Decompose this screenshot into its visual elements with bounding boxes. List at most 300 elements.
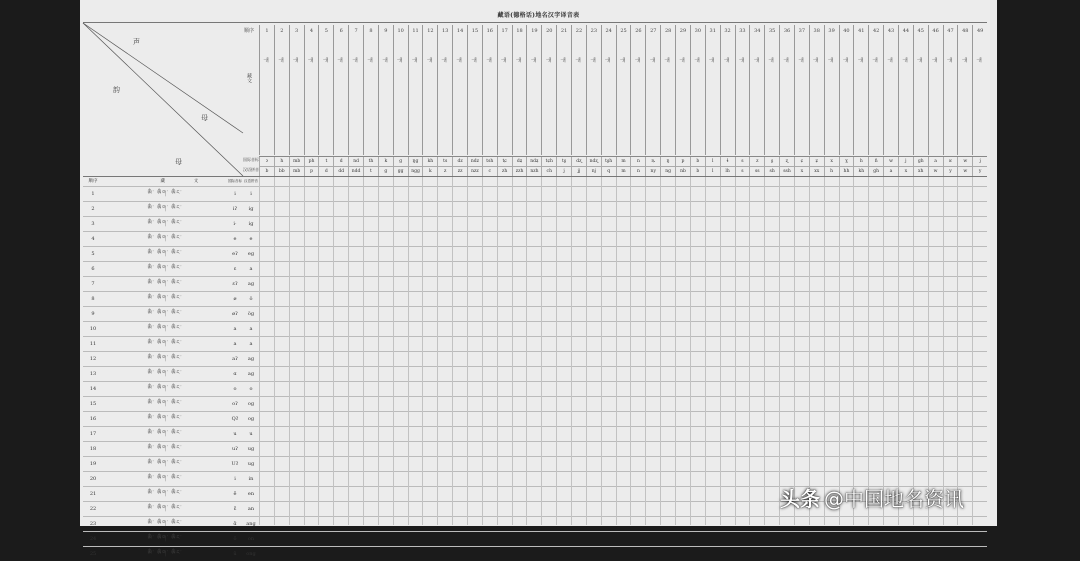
column-tibetan-script: ཀ་བ་	[829, 57, 835, 63]
ipa-cell: nd	[348, 157, 363, 166]
column-header-cell	[705, 25, 720, 155]
row-tibetan-script: ཨི་ ཨིག་ ཨིང་	[147, 190, 183, 196]
ipa-cell: ɦ	[868, 157, 883, 166]
ipa-cell: ŋ	[660, 157, 675, 166]
pinyin-cell: hh	[839, 167, 854, 176]
pinyin-cell: m	[616, 167, 631, 176]
column-header-cell	[720, 25, 735, 155]
row-tibetan-script: ཨི་ ཨིག་ ཨིང་	[147, 235, 183, 241]
row-pinyin: a	[249, 326, 253, 332]
row-number: 3	[91, 221, 95, 227]
ipa-cell: s	[735, 157, 750, 166]
pinyin-cell: x	[794, 167, 809, 176]
column-header-cell	[393, 25, 408, 155]
row-pinyin: a	[249, 341, 253, 347]
row-tibetan-script: ཨི་ ཨིག་ ཨིང་	[147, 280, 183, 286]
column-header-cell	[571, 25, 586, 155]
pinyin-cell: c	[482, 167, 497, 176]
column-number-row	[259, 25, 987, 155]
row-tibetan-script: ཨི་ ཨིག་ ཨིང་	[147, 550, 183, 556]
ipa-cell: j	[898, 157, 913, 166]
column-number: 47	[947, 28, 954, 34]
column-number: 49	[976, 28, 984, 34]
column-header-cell	[378, 25, 393, 155]
pinyin-cell: lh	[720, 167, 735, 176]
column-tibetan-script: ཀ་བ་	[725, 57, 731, 63]
column-tibetan-script: ཀ་བ་	[784, 57, 790, 63]
row-ipa: o	[233, 386, 237, 392]
row-pinyin: og	[247, 401, 255, 407]
ipa-cell: dz	[452, 157, 467, 166]
column-tibetan-script: ཀ་བ་	[309, 57, 314, 63]
header-mu-right-label: 母	[201, 114, 208, 122]
pinyin-cell: bb	[274, 167, 289, 176]
ipa-cell: ts	[437, 157, 452, 166]
column-tibetan-script: ཀ་བ་	[338, 57, 344, 63]
row-ipa: ɛʔ	[232, 281, 238, 287]
row-ipa: øʔ	[232, 311, 238, 317]
column-header-cell	[601, 25, 616, 155]
column-tibetan-script: ཀ་བ་	[383, 57, 389, 63]
row-number: 5	[91, 251, 95, 257]
column-number: 12	[427, 28, 434, 34]
column-number: 33	[739, 28, 746, 34]
pinyin-cell: t	[363, 167, 378, 176]
header-ipa-label: 国际音标	[243, 157, 259, 162]
column-tibetan-script: ཀ་བ་	[457, 57, 463, 63]
header-yun-label: 韵	[113, 86, 120, 94]
header-order-label: 顺序	[244, 28, 255, 34]
row-pinyin: ag	[247, 281, 255, 287]
column-header-cell	[408, 25, 423, 155]
watermark-handle: @中国地名资讯	[824, 486, 964, 511]
row-ipa: u	[233, 431, 237, 437]
document-page	[80, 0, 997, 557]
row-number: 23	[89, 521, 97, 527]
row-ipa: i	[234, 476, 236, 482]
table-row	[83, 201, 987, 216]
row-number: 17	[89, 431, 97, 437]
row-pinyin: en	[247, 491, 255, 497]
column-number: 44	[902, 28, 910, 34]
ipa-cell: l	[705, 157, 720, 166]
column-number: 18	[516, 28, 523, 34]
column-number: 25	[620, 28, 627, 34]
ipa-cell: tʂh	[601, 157, 616, 166]
row-tibetan-script: ཨི་ ཨིག་ ཨིང་	[147, 430, 183, 436]
column-number: 26	[635, 28, 642, 34]
ipa-cell: ɂ	[259, 157, 274, 166]
column-tibetan-script: ཀ་བ་	[517, 57, 523, 63]
column-number: 20	[546, 28, 553, 34]
column-tibetan-script: ཀ་བ་	[576, 57, 582, 63]
column-tibetan-script: ཀ་བ་	[918, 57, 924, 63]
ipa-cell: mb	[289, 157, 304, 166]
header-sheng-label: 声	[133, 38, 140, 46]
column-number: 43	[887, 28, 895, 34]
row-number: 24	[89, 536, 97, 542]
ipa-cell: tɕ	[497, 157, 512, 166]
pinyin-column-header: 汉语拼音	[244, 179, 258, 183]
column-number: 14	[456, 28, 464, 34]
table-row	[83, 516, 987, 531]
row-ipa: ɑ̃	[233, 521, 237, 527]
ipa-cell: kh	[422, 157, 437, 166]
column-header-cell	[630, 25, 645, 155]
ipa-cell: g	[393, 157, 408, 166]
table-row	[83, 336, 987, 351]
row-tibetan-script: ཨི་ ཨིག་ ཨིང་	[147, 355, 183, 361]
column-header-cell	[437, 25, 452, 155]
column-number: 38	[813, 28, 820, 34]
column-header-cell	[645, 25, 660, 155]
column-header-cell	[289, 25, 304, 155]
pinyin-cell: nj	[586, 167, 601, 176]
pinyin-cell: d	[318, 167, 333, 176]
column-number: 21	[560, 28, 568, 34]
row-pinyin: ag	[247, 371, 255, 377]
column-tibetan-script: ཀ་བ་	[903, 57, 909, 63]
column-number: 3	[295, 28, 299, 34]
column-number: 11	[412, 28, 419, 34]
column-header-cell	[972, 25, 987, 155]
document-title: 藏语(德格话)地名汉字译音表	[497, 12, 580, 19]
column-tibetan-script: ཀ་བ་	[873, 57, 879, 63]
column-number: 17	[501, 28, 508, 34]
column-header-cell	[749, 25, 764, 155]
row-tibetan-script: ཨི་ ཨིག་ ཨིང་	[147, 445, 183, 451]
column-header-cell	[467, 25, 482, 155]
pinyin-cell: ng	[660, 167, 675, 176]
ipa-cell: ʁ	[943, 157, 958, 166]
header-mu-left-label: 母	[175, 158, 182, 166]
row-number: 8	[91, 296, 95, 302]
column-tibetan-script: ཀ་བ་	[947, 57, 953, 63]
column-tibetan-script: ཀ་བ་	[279, 57, 285, 63]
pinyin-cell: sh	[764, 167, 779, 176]
table-row	[83, 246, 987, 261]
tibetan-column-header-b: 文	[193, 179, 199, 184]
row-tibetan-script: ཨི་ ཨིག་ ཨིང་	[147, 370, 183, 376]
row-tibetan-script: ཨི་ ཨིག་ ཨིང་	[147, 505, 183, 511]
column-header-cell	[690, 25, 705, 155]
pinyin-cell: ngg	[408, 167, 423, 176]
column-tibetan-script: ཀ་བ་	[695, 57, 701, 63]
pinyin-cell: q	[601, 167, 616, 176]
row-number: 19	[89, 461, 97, 467]
pinyin-cell: y	[972, 167, 987, 176]
column-header-cell	[526, 25, 541, 155]
ipa-cell: ŋg	[408, 157, 423, 166]
row-pinyin: ig	[248, 221, 254, 227]
column-header-cell	[363, 25, 378, 155]
table-row	[83, 411, 987, 426]
ipa-cell: tsh	[482, 157, 497, 166]
ipa-cell: tɕh	[541, 157, 556, 166]
column-tibetan-script: ཀ་བ་	[442, 57, 448, 63]
row-pinyin: ang	[246, 521, 256, 527]
column-header-cell	[512, 25, 527, 155]
row-tibetan-script: ཨི་ ཨིག་ ཨིང་	[147, 460, 183, 466]
column-tibetan-script: ཀ་བ་	[591, 57, 597, 63]
pinyin-cell: g	[378, 167, 393, 176]
column-tibetan-script: ཀ་བ་	[650, 57, 656, 63]
pinyin-cell: l	[705, 167, 720, 176]
ipa-cell: ʂ	[764, 157, 779, 166]
column-number: 24	[605, 28, 612, 34]
row-pinyin: u	[249, 431, 253, 437]
table-row	[83, 216, 987, 231]
column-number: 29	[679, 28, 687, 34]
pinyin-cell: p	[304, 167, 319, 176]
ipa-cell: dʑ	[512, 157, 527, 166]
column-tibetan-script: ཀ་བ་	[962, 57, 968, 63]
ipa-cell: ȵ	[645, 157, 660, 166]
row-ipa: ũ	[233, 551, 237, 557]
column-number: 41	[858, 28, 865, 34]
pinyin-cell: j	[556, 167, 571, 176]
column-header-cell	[898, 25, 913, 155]
row-pinyin: eg	[247, 251, 255, 257]
column-number: 48	[962, 28, 969, 34]
row-number: 7	[91, 281, 95, 287]
column-number: 2	[280, 28, 284, 34]
pinyin-cell: b	[259, 167, 274, 176]
column-header-cell	[541, 25, 556, 155]
ipa-cell: ɡh	[913, 157, 928, 166]
row-number: 22	[89, 506, 97, 512]
row-pinyin: i	[250, 191, 252, 197]
column-number: 7	[354, 28, 358, 34]
column-header-cell	[868, 25, 883, 155]
pinyin-cell: h	[824, 167, 839, 176]
header-pinyin-label: 汉语拼音	[243, 167, 259, 172]
row-tibetan-script: ཨི་ ཨིག་ ཨིང་	[147, 535, 183, 541]
pinyin-cell: n	[630, 167, 645, 176]
row-tibetan-script: ཨི་ ཨིག་ ཨིང་	[147, 520, 183, 526]
row-number: 14	[89, 386, 97, 392]
column-number: 6	[339, 28, 343, 34]
pinyin-cell: s	[735, 167, 750, 176]
column-header-cell	[853, 25, 868, 155]
column-header-cell	[497, 25, 512, 155]
column-header-cell	[586, 25, 601, 155]
table-header	[83, 22, 987, 175]
row-tibetan-script: ཨི་ ཨིག་ ཨིང་	[147, 415, 183, 421]
column-number: 22	[575, 28, 583, 34]
ipa-cell: w	[883, 157, 898, 166]
column-tibetan-script: ཀ་བ་	[680, 57, 686, 63]
row-ipa: uʔ	[232, 446, 238, 452]
ipa-cell: w	[957, 157, 972, 166]
column-header-cell	[660, 25, 675, 155]
row-ipa: a	[233, 326, 237, 332]
table-row	[83, 321, 987, 336]
table-row	[83, 456, 987, 471]
ipa-cell: ndʑ	[526, 157, 541, 166]
column-number: 45	[917, 28, 924, 34]
column-number: 37	[798, 28, 806, 34]
row-number: 1	[91, 191, 95, 197]
column-tibetan-script: ཀ་བ་	[368, 57, 374, 63]
row-number: 25	[89, 551, 97, 557]
column-tibetan-script: ཀ་བ་	[561, 57, 567, 63]
row-pinyin: on	[247, 536, 255, 542]
row-number: 9	[91, 311, 95, 317]
column-tibetan-script: ཀ་བ་	[858, 57, 864, 63]
ipa-cell: z	[749, 157, 764, 166]
row-pinyin: o	[249, 386, 253, 392]
column-number: 23	[590, 28, 598, 34]
row-ipa: iˑ	[233, 221, 237, 227]
row-tibetan-script: ཨི་ ཨིག་ ཨིང་	[147, 295, 183, 301]
column-header-cell	[348, 25, 363, 155]
watermark	[780, 478, 964, 516]
column-tibetan-script: ཀ་བ་	[472, 57, 478, 63]
column-number: 4	[309, 28, 314, 34]
column-tibetan-script: ཀ་བ་	[353, 57, 359, 63]
row-tibetan-script: ཨི་ ཨིག་ ཨིང་	[147, 265, 183, 271]
pinyin-cell: dd	[333, 167, 348, 176]
column-header-cell	[794, 25, 809, 155]
pinyin-cell: zzh	[512, 167, 527, 176]
ipa-cell: b	[690, 157, 705, 166]
table-row	[83, 546, 987, 561]
pinyin-cell: mb	[289, 167, 304, 176]
column-header-cell	[957, 25, 972, 155]
column-number: 28	[664, 28, 672, 34]
table-row	[83, 381, 987, 396]
column-tibetan-script: ཀ་བ་	[531, 57, 537, 63]
row-ipa: i	[234, 191, 236, 197]
ipa-cell: ɣ	[839, 157, 854, 166]
column-header-cell	[274, 25, 289, 155]
column-tibetan-script: ཀ་བ་	[264, 57, 270, 63]
table-row	[83, 441, 987, 456]
pinyin-cell: ch	[541, 167, 556, 176]
row-number: 4	[91, 236, 95, 242]
row-ipa: ẽ	[233, 491, 237, 497]
column-tibetan-script: ཀ་བ་	[294, 57, 300, 63]
row-pinyin: og	[247, 416, 255, 422]
row-ipa: aʔ	[232, 356, 238, 362]
pinyin-cell: kh	[853, 167, 868, 176]
column-number: 19	[531, 28, 538, 34]
row-ipa: õ	[233, 536, 237, 542]
ipa-cell: ʑ	[809, 157, 824, 166]
pinyin-cell: a	[883, 167, 898, 176]
row-pinyin: an	[247, 506, 255, 512]
column-tibetan-script: ཀ་བ་	[413, 57, 419, 63]
row-pinyin: ög	[247, 311, 255, 317]
column-tibetan-script: ཀ་བ་	[754, 57, 760, 63]
order-column-header: 顺序	[88, 179, 98, 184]
column-header-cell	[616, 25, 631, 155]
pinyin-cell: zh	[497, 167, 512, 176]
row-pinyin: e	[249, 236, 253, 242]
column-tibetan-script: ཀ་བ་	[977, 57, 983, 63]
ipa-cell: ɬ	[720, 157, 735, 166]
column-tibetan-script: ཀ་བ་	[635, 57, 641, 63]
column-number: 35	[768, 28, 776, 34]
column-tibetan-script: ཀ་བ་	[546, 57, 552, 63]
row-tibetan-script: ཨི་ ཨིག་ ཨིང་	[147, 490, 183, 496]
row-pinyin: ö	[249, 296, 253, 302]
column-header-cell	[764, 25, 779, 155]
row-tibetan-script: ཨི་ ཨིག་ ཨིང་	[147, 475, 183, 481]
row-pinyin: ug	[247, 461, 255, 467]
table-row	[83, 276, 987, 291]
column-number: 9	[384, 28, 388, 34]
row-pinyin: in	[248, 476, 254, 482]
table-row	[83, 396, 987, 411]
pinyin-cell: nzz	[467, 167, 482, 176]
pinyin-cell: xh	[913, 167, 928, 176]
table-row	[83, 291, 987, 306]
row-pinyin: ong	[246, 551, 256, 557]
pinyin-cell: jj	[571, 167, 586, 176]
column-number: 34	[754, 28, 761, 34]
table-row	[83, 531, 987, 546]
pinyin-header-row	[259, 166, 987, 176]
ipa-cell: ndʐ	[586, 157, 601, 166]
column-header-cell	[883, 25, 898, 155]
row-tibetan-script: ཨི་ ཨིག་ ཨིང་	[147, 250, 183, 256]
column-tibetan-script: ཀ་བ་	[888, 57, 894, 63]
column-tibetan-script: ཀ་བ་	[502, 57, 508, 63]
column-number: 36	[783, 28, 791, 34]
column-tibetan-script: ཀ་བ་	[739, 57, 745, 63]
table-row	[83, 426, 987, 441]
column-tibetan-script: ཀ་བ་	[487, 57, 493, 63]
row-ipa: ɛ̃	[233, 506, 237, 512]
pinyin-cell: x	[898, 167, 913, 176]
column-header-cell	[675, 25, 690, 155]
row-ipa: ɛ	[233, 266, 237, 272]
row-number: 2	[91, 206, 95, 212]
ipa-column-header: 国际音标	[228, 179, 242, 183]
pinyin-cell: ssh	[779, 167, 794, 176]
row-ipa: oʔ	[232, 401, 238, 407]
row-pinyin: ag	[247, 356, 255, 362]
pinyin-cell: gh	[868, 167, 883, 176]
ipa-cell: j	[972, 157, 987, 166]
pinyin-cell: y	[943, 167, 958, 176]
column-number: 8	[369, 28, 373, 34]
pinyin-cell: ny	[645, 167, 660, 176]
row-tibetan-script: ཨི་ ཨིག་ ཨིང་	[147, 325, 183, 331]
column-tibetan-script: ཀ་བ་	[814, 57, 820, 63]
ipa-header-row	[259, 156, 987, 166]
ipa-cell: x	[824, 157, 839, 166]
row-number: 12	[89, 356, 97, 362]
pinyin-cell: z	[437, 167, 452, 176]
row-tibetan-script: ཨི་ ཨིག་ ཨིང་	[147, 220, 183, 226]
table-row	[83, 306, 987, 321]
ipa-cell: ʐ	[779, 157, 794, 166]
ipa-cell: tʂ	[556, 157, 571, 166]
ipa-cell: ɕ	[794, 157, 809, 166]
column-tibetan-script: ཀ་བ་	[323, 57, 329, 63]
column-tibetan-script: ཀ་བ་	[933, 57, 939, 63]
column-number: 27	[650, 28, 657, 34]
column-number: 5	[324, 28, 328, 34]
row-pinyin: ig	[248, 206, 254, 212]
column-number: 46	[932, 28, 939, 34]
row-ipa: ø	[233, 296, 237, 302]
header-tibetan-label: 藏文	[246, 73, 252, 83]
pinyin-cell: b	[690, 167, 705, 176]
